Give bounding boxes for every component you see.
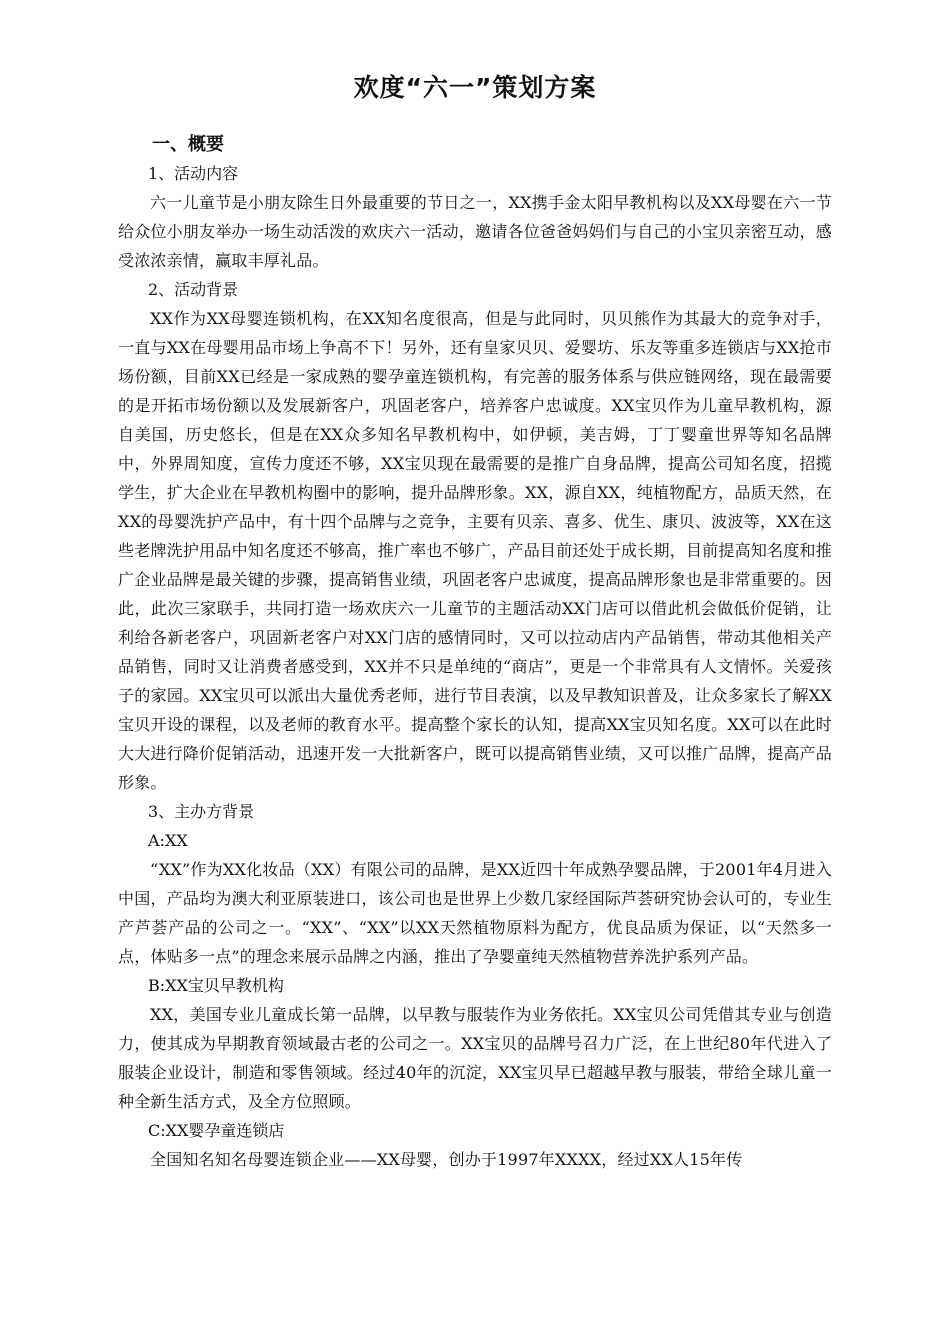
subheading-activity-background: 2、活动背景: [148, 280, 239, 299]
paragraph-organizer-b: XX，美国专业儿童成长第一品牌，以早教与服装作为业务依托。XX宝贝公司凭借其专业与创造力，使其成为早期教育领域最古老的公司之一。XX宝贝的品牌号召力广泛，在上世纪80年代进入了服装企业设计，制造和零售领域。经过40年的沉淀，XX宝贝早已超越早教与服装，带给全球儿童一种全新生活方式，及全方位照顾。: [118, 1005, 832, 1111]
subheading-organizer-c: C:XX婴孕童连锁店: [148, 1121, 285, 1140]
paragraph-organizer-a: “XX”作为XX化妆品（XX）有限公司的品牌，是XX近四十年成熟孕婴品牌，于2001年4月进入中国，产品均为澳大利亚原装进口，该公司也是世界上少数几家经国际芦荟研究协会认可的，专业生产芦荟产品的公司之一。“XX”、“XX”以XX天然植物原料为配方，优良品质为保证，以“天然多一点，体贴多一点”的理念来展示品牌之内涵，推出了孕婴童纯天然植物营养洗护系列产品。: [118, 860, 832, 966]
paragraph-activity-background: XX作为XX母婴连锁机构，在XX知名度很高，但是与此同时，贝贝熊作为其最大的竞争对手，一直与XX在母婴用品市场上争高不下！另外，还有皇家贝贝、爱婴坊、乐友等重多连锁店与XX抢市场份额，目前XX已经是一家成熟的婴孕童连锁机构，有完善的服务体系与供应链网络，现在最需要的是开拓市场份额以及发展新客户，巩固老客户，培养客户忠诚度。XX宝贝作为儿童早教机构，源自美国，历史悠长，但是在XX众多知名早教机构中，如伊顿，美吉姆，丁丁婴童世界等知名品牌中，外界周知度，宣传力度还不够，XX宝贝现在最需要的是推广自身品牌，提高公司知名度，招揽学生，扩大企业在早教机构圈中的影响，提升品牌形象。XX，源自XX，纯植物配方，品质天然，在XX的母婴洗护产品中，有十四个品牌与之竞争，主要有贝亲、喜多、优生、康贝、波波等，XX在这些老牌洗护用品中知名度还不够高，推广率也不够广，产品目前还处于成长期，目前提高知名度和推广企业品牌是最关键的步骤，提高销售业绩，巩固老客户忠诚度，提高品牌形象也是非常重要的。因此，此次三家联手，共同打造一场欢庆六一儿童节的主题活动XX门店可以借此机会做低价促销，让利给各新老客户，巩固新老客户对XX门店的感情同时，又可以拉动店内产品销售，带动其他相关产品销售，同时又让消费者感受到，XX并不只是单纯的“商店”，更是一个非常具有人文情怀。关爱孩子的家园。XX宝贝可以派出大量优秀老师，进行节目表演，以及早教知识普及，让众多家长了解XX宝贝开设的课程，以及老师的教育水平。提高整个家长的认知，提高XX宝贝知名度。XX可以在此时大大进行降价促销活动，迅速开发一大批新客户，既可以提高销售业绩，又可以推广品牌，提高产品形象。: [118, 309, 832, 792]
section-heading-overview: 一、概要: [152, 134, 224, 155]
document-title: 欢度“六一”策划方案: [353, 73, 597, 102]
subheading-organizer-a: A:XX: [148, 831, 188, 850]
subheading-organizer-background: 3、主办方背景: [148, 802, 255, 821]
subheading-organizer-b: B:XX宝贝早教机构: [148, 976, 284, 995]
paragraph-organizer-c: 全国知名知名母婴连锁企业——XX母婴，创办于1997年XXXX，经过XX人15年传: [150, 1150, 743, 1169]
paragraph-activity-content: 六一儿童节是小朋友除生日外最重要的节日之一，XX携手金太阳早教机构以及XX母婴在六一节给众位小朋友举办一场生动活泼的欢庆六一活动，邀请各位爸爸妈妈们与自己的小宝贝亲密互动，感受浓浓亲情，赢取丰厚礼品。: [118, 193, 832, 270]
subheading-activity-content: 1、活动内容: [148, 164, 239, 183]
document-page: [118, 70, 832, 1174]
